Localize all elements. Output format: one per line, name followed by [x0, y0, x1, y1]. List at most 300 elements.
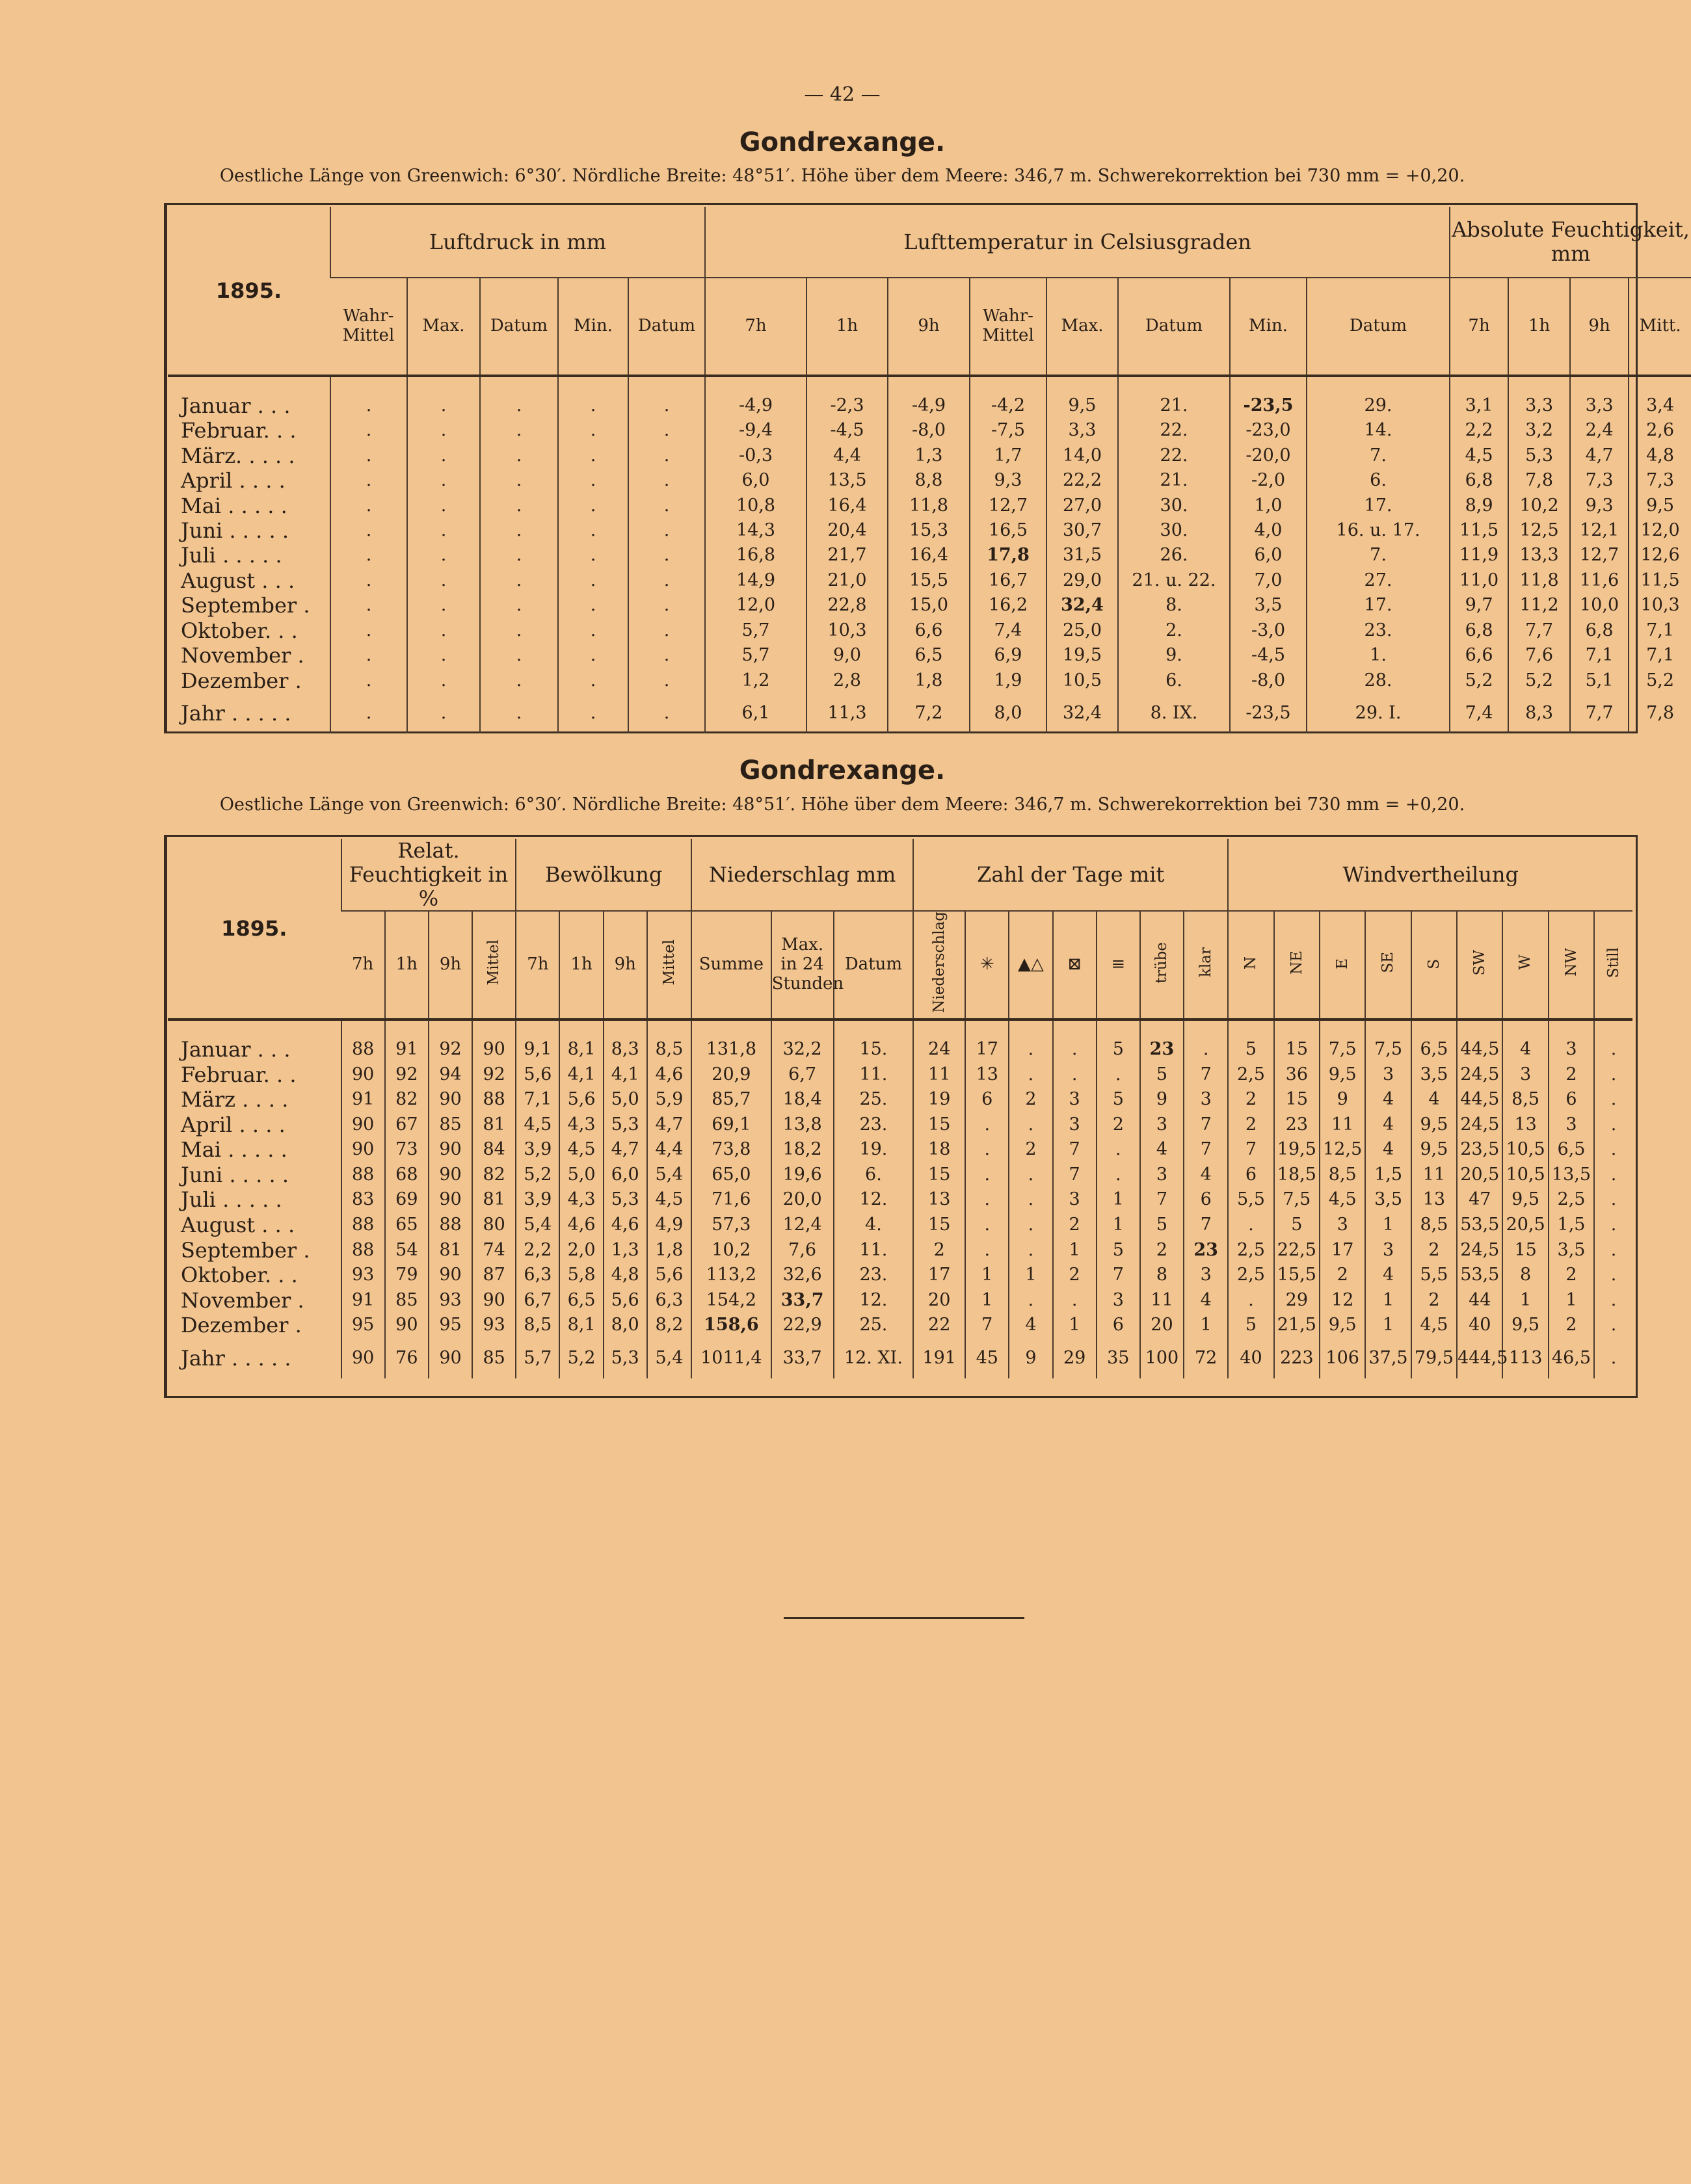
table-cell: 5 — [1228, 1313, 1273, 1338]
table-cell: -4,5 — [806, 418, 888, 443]
table-cell: 23 — [1184, 1237, 1228, 1263]
table-cell: 11,8 — [888, 493, 970, 518]
table-cell: 4 — [1365, 1137, 1411, 1163]
spacer-cell — [1570, 376, 1629, 393]
table-cell: 7,7 — [1508, 618, 1570, 642]
table-cell: 10,3 — [806, 618, 888, 642]
spacer-cell — [1549, 1020, 1594, 1037]
table-cell: 17 — [965, 1037, 1009, 1062]
table-cell: 68 — [385, 1163, 429, 1188]
table-cell: . — [1594, 1037, 1632, 1062]
table-cell: 1,3 — [604, 1237, 647, 1263]
table-cell: 6 — [1184, 1187, 1228, 1213]
col-1h: 1h — [559, 911, 603, 1020]
table-cell: . — [330, 568, 407, 593]
table-row — [168, 1137, 1632, 1163]
table-cell: 32,4 — [1046, 693, 1118, 733]
table-cell: 17 — [1320, 1237, 1365, 1263]
table-cell: 444,5 — [1457, 1338, 1502, 1379]
table-cell: . — [1594, 1187, 1632, 1213]
table-cell: -23,0 — [1230, 418, 1307, 443]
group-windvertheilung: Windvertheilung — [1228, 839, 1632, 911]
col-7h: 7h — [1450, 278, 1508, 376]
table-cell: 5,3 — [604, 1187, 647, 1213]
table-cell: 17. — [1307, 593, 1450, 618]
table-cell: 6,3 — [516, 1263, 559, 1288]
table-cell: 22,5 — [1274, 1237, 1320, 1263]
group-absolute-feuchtigkeit: Absolute Feuchtigkeit, mm — [1450, 207, 1691, 278]
col-9h: 9h — [429, 911, 472, 1020]
table-cell: 21. u. 22. — [1118, 568, 1230, 593]
table-cell: . — [480, 568, 558, 593]
table-cell: 10,5 — [1502, 1163, 1548, 1188]
table-cell: 7,7 — [1570, 693, 1629, 733]
table-cell: 9,3 — [970, 468, 1046, 493]
table-cell: . — [628, 393, 705, 418]
table-cell: 21,0 — [806, 568, 888, 593]
col-1h: 1h — [385, 911, 429, 1020]
table-cell: 8,5 — [647, 1037, 691, 1062]
table-cell: 69,1 — [691, 1112, 771, 1137]
table-cell: . — [330, 693, 407, 733]
table-cell: 14. — [1307, 418, 1450, 443]
table-cell: 8,3 — [604, 1037, 647, 1062]
table-cell: 9 — [1140, 1087, 1184, 1112]
col-niederschlag-tage — [913, 911, 965, 1020]
table-cell: 6 — [1097, 1313, 1140, 1338]
table-cell: 16,7 — [970, 568, 1046, 593]
table-cell: 17 — [913, 1263, 965, 1288]
table-cell: 73,8 — [691, 1137, 771, 1163]
table-cell: 11 — [1140, 1287, 1184, 1313]
table-cell: 20,4 — [806, 518, 888, 543]
table-cell: 13 — [1411, 1187, 1457, 1213]
table-cell: 90 — [341, 1338, 385, 1379]
month-label: Oktober. . . — [181, 1263, 298, 1288]
table-cell: 2,4 — [1570, 418, 1629, 443]
table-cell: 7. — [1307, 543, 1450, 568]
table-cell: 19,6 — [771, 1163, 834, 1188]
table-cell: . — [1594, 1137, 1632, 1163]
col-klar — [1184, 911, 1228, 1020]
table-cell: 3,5 — [1365, 1187, 1411, 1213]
table-cell: 2 — [1549, 1263, 1594, 1288]
spacer-cell — [691, 1020, 771, 1037]
table-cell: 88 — [341, 1037, 385, 1062]
table-cell: 7 — [1184, 1112, 1228, 1137]
col-9h: 9h — [888, 278, 970, 376]
col-truebe-label: trübe — [1153, 941, 1171, 983]
table-cell: . — [1594, 1112, 1632, 1137]
table-cell: 3,2 — [1508, 418, 1570, 443]
table-cell: 40 — [1228, 1338, 1273, 1379]
table-cell: 2 — [1140, 1237, 1184, 1263]
table-cell: 5,0 — [559, 1163, 603, 1188]
table-cell: 22,8 — [806, 593, 888, 618]
table-cell: 11 — [1320, 1112, 1365, 1137]
table-cell: 4 — [1184, 1287, 1228, 1313]
table1-body — [168, 376, 1691, 733]
table-cell: 10,3 — [1629, 593, 1691, 618]
table-cell: . — [965, 1187, 1009, 1213]
table-cell: . — [480, 393, 558, 418]
table-cell: 4 — [1502, 1037, 1548, 1062]
table-cell: 4,6 — [604, 1213, 647, 1238]
table-cell: 3,9 — [516, 1137, 559, 1163]
table-cell: . — [1097, 1062, 1140, 1087]
table-cell: 6,5 — [559, 1287, 603, 1313]
table-cell: . — [480, 418, 558, 443]
spacer-cell — [1320, 1020, 1365, 1037]
table-cell: . — [480, 693, 558, 733]
table-cell: 12,5 — [1320, 1137, 1365, 1163]
table-cell: 16,8 — [705, 543, 806, 568]
table-cell: . — [407, 393, 480, 418]
table-cell: 16,4 — [806, 493, 888, 518]
table-cell: 27. — [1307, 568, 1450, 593]
table-cell: 72 — [1184, 1338, 1228, 1379]
table-cell: 6. — [834, 1163, 914, 1188]
table-cell: 4 — [1184, 1163, 1228, 1188]
table-cell: 18,2 — [771, 1137, 834, 1163]
table-cell: . — [330, 668, 407, 692]
table-cell: . — [628, 543, 705, 568]
table-cell: 12,1 — [1570, 518, 1629, 543]
col-min: Min. — [1230, 278, 1307, 376]
table-cell: 81 — [472, 1187, 516, 1213]
table-cell: 106 — [1320, 1338, 1365, 1379]
table-cell: 6,1 — [705, 693, 806, 733]
table-cell: 3,9 — [516, 1187, 559, 1213]
table-cell: 4,1 — [559, 1062, 603, 1087]
table-cell: 9,5 — [1320, 1062, 1365, 1087]
table-cell: 5,3 — [1508, 443, 1570, 468]
table-cell: 3 — [1184, 1263, 1228, 1288]
table-cell: 85,7 — [691, 1087, 771, 1112]
table-cell: 32,2 — [771, 1037, 834, 1062]
table-row — [168, 493, 1691, 518]
table-cell: 88 — [341, 1163, 385, 1188]
month-label: März . . . . — [181, 1087, 289, 1112]
spacer-cell — [806, 376, 888, 393]
month-label: Juli . . . . . — [181, 1187, 282, 1213]
table-cell: 5 — [1097, 1087, 1140, 1112]
group-luftdruck: Luftdruck in mm — [330, 207, 705, 278]
table-cell: 6,3 — [647, 1287, 691, 1313]
table-cell: . — [480, 618, 558, 642]
table-cell: 6,7 — [516, 1287, 559, 1313]
table-cell: 9. — [1118, 643, 1230, 668]
table-cell: 11,6 — [1570, 568, 1629, 593]
table-cell: 15 — [1502, 1237, 1548, 1263]
table-cell: 2,5 — [1549, 1187, 1594, 1213]
spacer-cell — [516, 1020, 559, 1037]
col-klar-label: klar — [1197, 947, 1214, 978]
table-cell: 2 — [1053, 1263, 1097, 1288]
table-cell: 4,7 — [647, 1112, 691, 1137]
table-cell: 81 — [472, 1112, 516, 1137]
table-cell: 1,9 — [970, 668, 1046, 692]
table-cell: 3 — [1365, 1237, 1411, 1263]
table-cell: 8,8 — [888, 468, 970, 493]
table-cell: . — [1594, 1163, 1632, 1188]
spacer-cell — [1046, 376, 1118, 393]
table-cell: 1,3 — [888, 443, 970, 468]
table-cell: 3 — [1140, 1112, 1184, 1137]
table-cell: . — [1009, 1237, 1052, 1263]
spacer-cell — [1457, 1020, 1502, 1037]
spacer-cell — [1594, 1020, 1632, 1037]
table-cell: 22,2 — [1046, 468, 1118, 493]
table-cell: 11 — [913, 1062, 965, 1087]
table-cell: 9,5 — [1629, 493, 1691, 518]
month-label: April . . . . — [181, 468, 286, 493]
table-cell: 4 — [1365, 1263, 1411, 1288]
table-cell: 16. u. 17. — [1307, 518, 1450, 543]
table-cell: 6 — [1549, 1087, 1594, 1112]
table-cell: 7,1 — [516, 1087, 559, 1112]
table-cell: 30,7 — [1046, 518, 1118, 543]
table-cell: . — [558, 693, 628, 733]
table-cell: 7 — [1184, 1137, 1228, 1163]
col-wind-ne-label: NE — [1288, 950, 1305, 975]
table-cell: 90 — [429, 1087, 472, 1112]
table-cell: 17. — [1307, 493, 1450, 518]
table-cell: 6,5 — [1411, 1037, 1457, 1062]
table-cell: 6,6 — [1450, 643, 1508, 668]
table-cell: 7,3 — [1570, 468, 1629, 493]
table-cell: 3,3 — [1570, 393, 1629, 418]
year-total-row — [168, 693, 1691, 733]
group-niederschlag: Niederschlag mm — [691, 839, 913, 911]
table-cell: 20 — [1140, 1313, 1184, 1338]
table-cell: 2,2 — [516, 1237, 559, 1263]
table-cell: 1,7 — [970, 443, 1046, 468]
table-cell: . — [558, 643, 628, 668]
table-cell: . — [407, 418, 480, 443]
table-cell: 1 — [1097, 1187, 1140, 1213]
table-cell: 94 — [429, 1062, 472, 1087]
table-cell: 7,8 — [1508, 468, 1570, 493]
table-cell: 3,5 — [1411, 1062, 1457, 1087]
table-cell: 1 — [1097, 1213, 1140, 1238]
table-row — [168, 1163, 1632, 1188]
month-label: Februar. . . — [181, 1062, 297, 1087]
table-cell: 5,3 — [604, 1338, 647, 1379]
table-cell: 5,7 — [705, 643, 806, 668]
table-cell: 1 — [1365, 1287, 1411, 1313]
table-cell: 9,5 — [1502, 1313, 1548, 1338]
month-label: Juni . . . . . — [181, 518, 289, 543]
table-cell: 2 — [1228, 1112, 1273, 1137]
table-cell: 4,5 — [516, 1112, 559, 1137]
table-row — [168, 1062, 1632, 1087]
col-9h: 9h — [1570, 278, 1629, 376]
table-cell: 4 — [1411, 1087, 1457, 1112]
table-cell: 10,2 — [1508, 493, 1570, 518]
table-cell: 5 — [1140, 1213, 1184, 1238]
table-cell: 3,3 — [1046, 418, 1118, 443]
table-cell: 10,5 — [1502, 1137, 1548, 1163]
table-cell: 8,1 — [559, 1037, 603, 1062]
spacer-cell — [628, 376, 705, 393]
table-cell: 65 — [385, 1213, 429, 1238]
table-cell: 9,5 — [1320, 1313, 1365, 1338]
table-cell: . — [628, 518, 705, 543]
table-cell: 7,5 — [1365, 1037, 1411, 1062]
table-cell: 95 — [429, 1313, 472, 1338]
table-cell: -4,9 — [705, 393, 806, 418]
table-cell: 90 — [429, 1187, 472, 1213]
table-cell: -7,5 — [970, 418, 1046, 443]
spacer-cell — [1629, 376, 1691, 393]
table-cell: 6,0 — [1230, 543, 1307, 568]
month-label: September . — [181, 1237, 310, 1263]
table-cell: 74 — [472, 1237, 516, 1263]
table-cell: 23. — [834, 1112, 914, 1137]
table-cell: 26. — [1118, 543, 1230, 568]
table-cell: 6. — [1307, 468, 1450, 493]
table-cell: 7,2 — [888, 693, 970, 733]
table-cell: 16,4 — [888, 543, 970, 568]
table-cell: 24,5 — [1457, 1112, 1502, 1137]
table-row — [168, 1287, 1632, 1313]
table-cell: . — [1009, 1037, 1052, 1062]
table-cell: . — [1009, 1213, 1052, 1238]
spacer-cell — [1228, 1020, 1273, 1037]
table-cell: . — [330, 468, 407, 493]
table-cell: 9,5 — [1411, 1112, 1457, 1137]
table-cell: 23. — [1307, 618, 1450, 642]
table-cell: . — [628, 643, 705, 668]
table-cell: 5,5 — [1228, 1187, 1273, 1213]
table-cell: 23 — [1140, 1037, 1184, 1062]
col-wind-still-label: Still — [1604, 947, 1622, 978]
table-cell: 4 — [1365, 1087, 1411, 1112]
col-mittel-label: Mittel — [660, 940, 678, 986]
table-cell: . — [480, 468, 558, 493]
table-cell: . — [1594, 1263, 1632, 1288]
table-cell: 7,4 — [970, 618, 1046, 642]
table-row — [168, 568, 1691, 593]
fog-icon: ≡ — [1097, 911, 1140, 1020]
table-cell: 6,9 — [970, 643, 1046, 668]
table-cell: 3 — [1365, 1062, 1411, 1087]
table-cell: 35 — [1097, 1338, 1140, 1379]
table-cell: 14,3 — [705, 518, 806, 543]
table-cell: 15,3 — [888, 518, 970, 543]
table-cell: 65,0 — [691, 1163, 771, 1188]
table-cell: . — [558, 568, 628, 593]
table-cell: 7 — [1097, 1263, 1140, 1288]
table-cell: 4,7 — [604, 1137, 647, 1163]
spacer-cell — [1184, 1020, 1228, 1037]
table-cell: 2 — [1320, 1263, 1365, 1288]
table-cell: 3 — [1320, 1213, 1365, 1238]
table-cell: -9,4 — [705, 418, 806, 443]
table-cell: 6,8 — [1450, 618, 1508, 642]
spacer-cell — [385, 1020, 429, 1037]
table-cell: 12,4 — [771, 1213, 834, 1238]
table-cell: 13 — [965, 1062, 1009, 1087]
col-summe: Summe — [691, 911, 771, 1020]
table-cell: 7 — [1053, 1163, 1097, 1188]
spacer-cell — [1411, 1020, 1457, 1037]
col-wahr-mittel: Wahr-Mittel — [330, 278, 407, 376]
table-cell: 25,0 — [1046, 618, 1118, 642]
table-cell: . — [407, 543, 480, 568]
table-cell: 71,6 — [691, 1187, 771, 1213]
spacer-cell — [888, 376, 970, 393]
table-cell: 7 — [965, 1313, 1009, 1338]
col-wind-e — [1320, 911, 1365, 1020]
table-cell: 2,5 — [1228, 1263, 1273, 1288]
table-row — [168, 543, 1691, 568]
col-7h: 7h — [705, 278, 806, 376]
table-cell: 18,5 — [1274, 1163, 1320, 1188]
table-cell: 5,4 — [647, 1163, 691, 1188]
table-cell: 4,6 — [559, 1213, 603, 1238]
table-cell: 9 — [1320, 1087, 1365, 1112]
table-cell: 93 — [429, 1287, 472, 1313]
table-cell: 46,5 — [1549, 1338, 1594, 1379]
table-cell: 19,5 — [1046, 643, 1118, 668]
spacer-cell — [913, 1020, 965, 1037]
table-cell: . — [628, 418, 705, 443]
table-cell: . — [1594, 1087, 1632, 1112]
table-cell: . — [558, 543, 628, 568]
table-cell: 20,9 — [691, 1062, 771, 1087]
table-cell: 2. — [1118, 618, 1230, 642]
table-cell: 3 — [1053, 1187, 1097, 1213]
table-cell: 12. XI. — [834, 1338, 914, 1379]
table-cell: 8 — [1140, 1263, 1184, 1288]
table-cell: 1 — [1502, 1287, 1548, 1313]
table-cell: 3 — [1549, 1037, 1594, 1062]
table-cell: 30. — [1118, 518, 1230, 543]
table-cell: 9,7 — [1450, 593, 1508, 618]
col-datum: Datum — [1118, 278, 1230, 376]
table-cell: . — [330, 543, 407, 568]
table-cell: . — [407, 693, 480, 733]
table-cell: 10,0 — [1570, 593, 1629, 618]
table-cell: 6,0 — [705, 468, 806, 493]
table-cell: 6,0 — [604, 1163, 647, 1188]
table-cell: 15 — [913, 1163, 965, 1188]
page-number: — 42 — — [804, 83, 881, 106]
table-row — [168, 643, 1691, 668]
table-cell: 158,6 — [691, 1313, 771, 1338]
table-cell: -2,3 — [806, 393, 888, 418]
table-cell: 7,5 — [1320, 1037, 1365, 1062]
table-cell: 27,0 — [1046, 493, 1118, 518]
table-cell: 15,5 — [888, 568, 970, 593]
table-cell: 69 — [385, 1187, 429, 1213]
table-cell: -8,0 — [888, 418, 970, 443]
spacer-cell — [1274, 1020, 1320, 1037]
table-cell: 12,0 — [1629, 518, 1691, 543]
table-row — [168, 668, 1691, 692]
table-cell: 53,5 — [1457, 1263, 1502, 1288]
table-cell: 2,0 — [559, 1237, 603, 1263]
table-cell: 90 — [429, 1338, 472, 1379]
table-feuchtigkeit-wind — [168, 839, 1632, 1378]
spacer-cell — [168, 376, 330, 393]
table-cell: 11,0 — [1450, 568, 1508, 593]
table-cell: 4,5 — [1320, 1187, 1365, 1213]
spacer-cell — [771, 1020, 834, 1037]
table-cell: 3 — [1053, 1112, 1097, 1137]
